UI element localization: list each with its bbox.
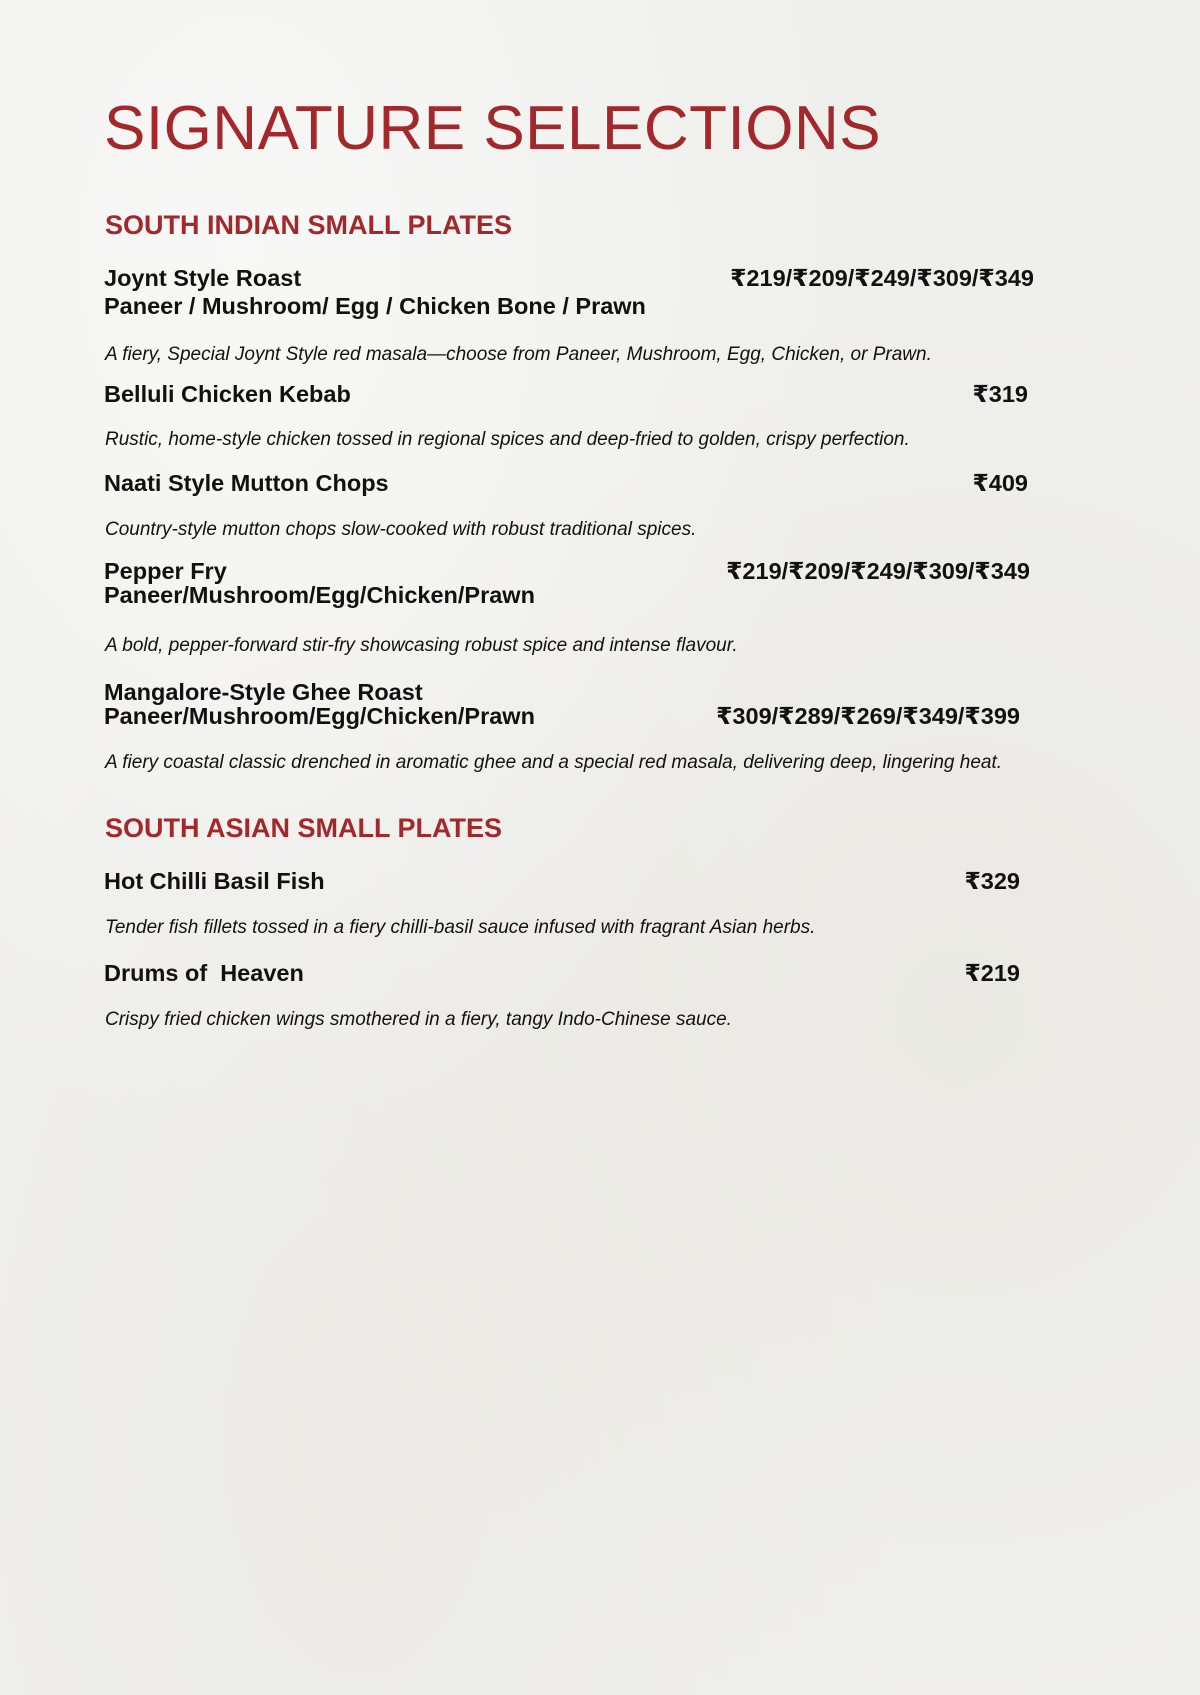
page-title: SIGNATURE SELECTIONS — [104, 94, 882, 163]
section-title-south-indian: SOUTH INDIAN SMALL PLATES — [105, 210, 513, 240]
item-name: Mangalore-Style Ghee Roast — [104, 679, 423, 705]
item-variants: Paneer/Mushroom/Egg/Chicken/Prawn — [104, 582, 535, 608]
item-description: A fiery, Special Joynt Style red masala—choose from Paneer, Mushroom, Egg, Chicken, or Prawn. — [105, 344, 932, 365]
item-name: Pepper Fry — [104, 558, 227, 584]
item-name: Naati Style Mutton Chops — [104, 470, 389, 496]
item-name: Belluli Chicken Kebab — [104, 381, 351, 407]
item-price: ₹309/₹289/₹269/₹349/₹399 — [716, 703, 1020, 729]
item-price: ₹329 — [964, 868, 1020, 894]
item-description: Country-style mutton chops slow-cooked with robust traditional spices. — [105, 519, 697, 540]
item-description: Crispy fried chicken wings smothered in a fiery, tangy Indo-Chinese sauce. — [105, 1009, 732, 1030]
item-description: Rustic, home-style chicken tossed in regional spices and deep-fried to golden, crispy perfection. — [105, 429, 910, 450]
item-name: Drums of Heaven — [104, 960, 304, 986]
item-name: Hot Chilli Basil Fish — [104, 868, 325, 894]
item-description: A fiery coastal classic drenched in aromatic ghee and a special red masala, delivering deep, lingering heat. — [105, 752, 1003, 773]
item-description: A bold, pepper-forward stir-fry showcasing robust spice and intense flavour. — [105, 635, 738, 656]
item-price: ₹319 — [972, 381, 1028, 407]
item-name: Joynt Style Roast — [104, 265, 302, 291]
item-variants: Paneer / Mushroom/ Egg / Chicken Bone / Prawn — [104, 293, 646, 319]
item-description: Tender fish fillets tossed in a fiery chilli-basil sauce infused with fragrant Asian herbs. — [105, 917, 816, 938]
section-title-south-asian: SOUTH ASIAN SMALL PLATES — [105, 813, 503, 843]
item-price: ₹219 — [964, 960, 1020, 986]
item-price: ₹409 — [972, 470, 1028, 496]
item-price: ₹219/₹209/₹249/₹309/₹349 — [730, 265, 1034, 291]
item-price: ₹219/₹209/₹249/₹309/₹349 — [726, 558, 1030, 584]
item-variants: Paneer/Mushroom/Egg/Chicken/Prawn — [104, 703, 535, 729]
